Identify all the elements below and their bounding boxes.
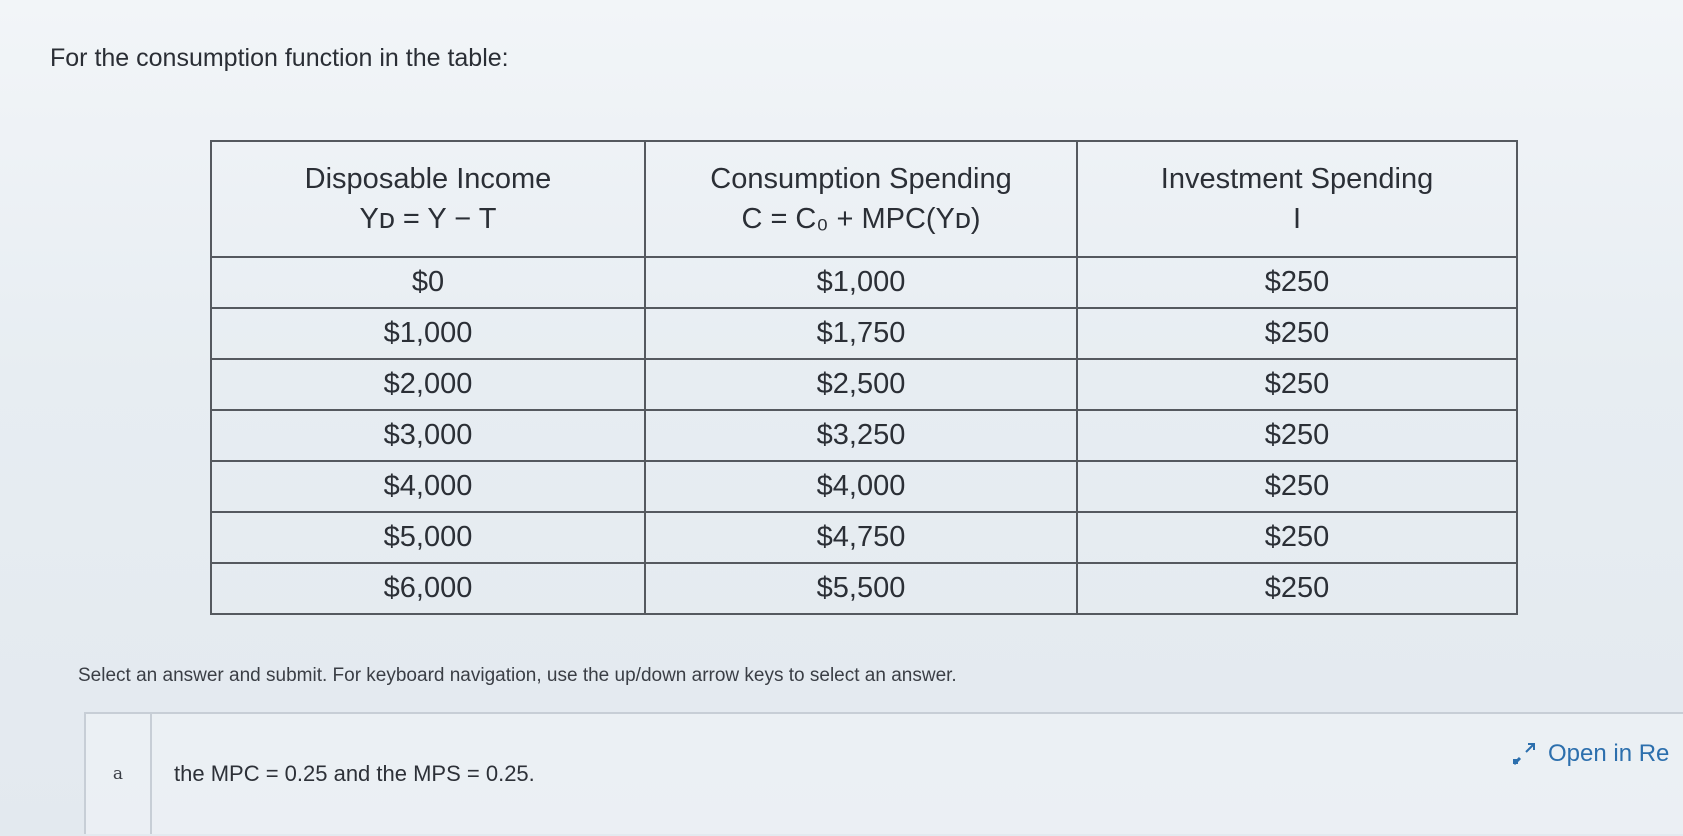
table-cell: $4,000 bbox=[645, 461, 1077, 512]
table-cell: $250 bbox=[1077, 563, 1517, 614]
table-cell: $2,500 bbox=[645, 359, 1077, 410]
table-row bbox=[211, 257, 1517, 308]
consumption-table-wrap bbox=[210, 140, 1516, 615]
consumption-table bbox=[210, 140, 1518, 615]
header-consumption-spending: Consumption Spending C = C₀ + MPC(Yᴅ) bbox=[645, 141, 1077, 257]
table-cell: $250 bbox=[1077, 512, 1517, 563]
table-cell: $250 bbox=[1077, 359, 1517, 410]
table-row bbox=[211, 512, 1517, 563]
table-cell: $5,500 bbox=[645, 563, 1077, 614]
header-investment-spending: Investment Spending I bbox=[1077, 141, 1517, 257]
table-cell: $1,000 bbox=[645, 257, 1077, 308]
table-cell: $1,000 bbox=[211, 308, 645, 359]
header-disposable-income: Disposable Income Yᴅ = Y − T bbox=[211, 141, 645, 257]
expand-icon bbox=[1510, 740, 1538, 768]
open-in-link[interactable] bbox=[1510, 740, 1669, 768]
table-row bbox=[211, 563, 1517, 614]
table-cell: $3,250 bbox=[645, 410, 1077, 461]
answer-instructions: Select an answer and submit. For keyboard navigation, use the up/down arrow keys to select an answer. bbox=[78, 665, 957, 686]
table-row bbox=[211, 410, 1517, 461]
option-letter: a bbox=[86, 714, 152, 834]
table-cell: $4,750 bbox=[645, 512, 1077, 563]
table-row bbox=[211, 461, 1517, 512]
table-cell: $4,000 bbox=[211, 461, 645, 512]
table-cell: $6,000 bbox=[211, 563, 645, 614]
table-cell: $3,000 bbox=[211, 410, 645, 461]
answer-option-a[interactable] bbox=[84, 712, 1683, 834]
table-cell: $250 bbox=[1077, 257, 1517, 308]
table-cell: $5,000 bbox=[211, 512, 645, 563]
table-cell: $0 bbox=[211, 257, 645, 308]
table-cell: $250 bbox=[1077, 308, 1517, 359]
table-row bbox=[211, 308, 1517, 359]
table-cell: $1,750 bbox=[645, 308, 1077, 359]
table-cell: $2,000 bbox=[211, 359, 645, 410]
table-row bbox=[211, 359, 1517, 410]
table-cell: $250 bbox=[1077, 461, 1517, 512]
open-in-label: Open in Re bbox=[1548, 740, 1670, 767]
question-prompt: For the consumption function in the table: bbox=[50, 44, 509, 72]
table-cell: $250 bbox=[1077, 410, 1517, 461]
table-header-row bbox=[211, 141, 1517, 257]
option-text: the MPC = 0.25 and the MPS = 0.25. bbox=[174, 761, 535, 786]
